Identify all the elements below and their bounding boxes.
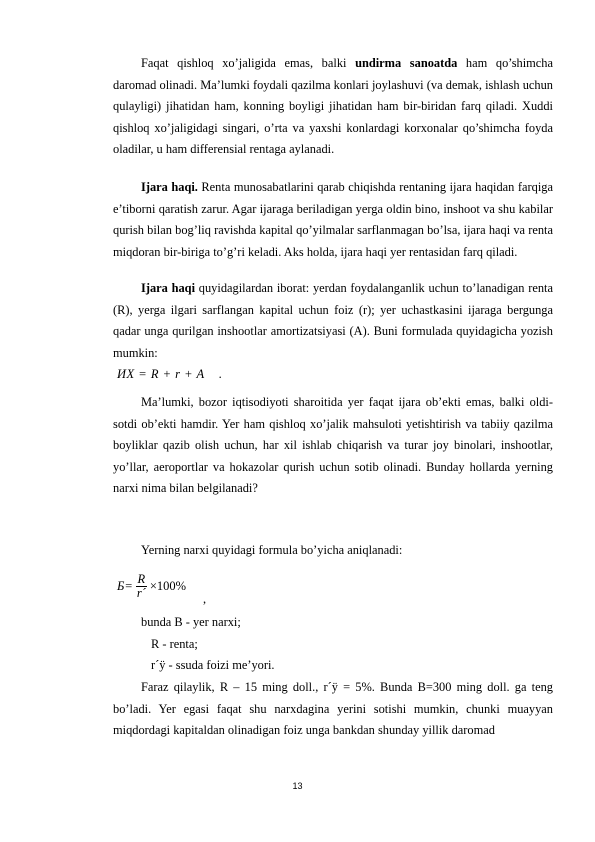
formula-yer-narxi-denominator: r´ [136, 585, 146, 600]
p3-text: quyidagilardan iborat: yerdan foydalanganlik uchun to’lanadigan renta (R), yerga ilgari sarflangan kapital uchun foiz (r); yer uchastkasini ijaraga bergunga qadar unga qurilgan inshootlar amortizatsiyasi (A). Buni formulada quyidagicha yozish mumkin: [113, 281, 554, 360]
formula-yer-narxi-lhs: Б= [117, 578, 133, 593]
p1-text-start: Faqat qishloq xo’jaligida emas, balki [141, 56, 356, 70]
formula-ijara-haqi-expression: ИХ = R + r + A [117, 367, 205, 381]
paragraph-yer-narxi-formula-intro [113, 540, 553, 562]
formula-yer-narxi-comma: , [203, 592, 207, 606]
definition-b: bunda B - yer narxi; [141, 615, 241, 629]
p3-bold-term: Ijara haqi [141, 281, 196, 295]
paragraph-faraz-qilaylik [113, 677, 553, 742]
p1-text-end: ham qo’shimcha daromad olinadi. Ma’lumki foydali qazilma konlari joylashuvi (va demak, ishlash uchun qulayligi) jihatidan ham, konning boyligi jihatidan ham bir-biridan farq qiladi. Xuddi qishloq xo’jaligidagi singari, o’rta va yaxshi konlardagi korxonalar qo’shimcha foyda oladilar, u ham differensial rentaga aylanadi. [113, 56, 554, 157]
formula-yer-narxi-fraction [135, 573, 148, 600]
formula-yer-narxi-rhs: ×100% [149, 578, 187, 593]
definitions-list [113, 612, 553, 677]
page-number: 13 [292, 781, 303, 791]
formula-ijara-haqi [117, 367, 222, 382]
p5-text: Yerning narxi quyidagi formula bo’yicha aniqlanadi: [141, 543, 403, 557]
p2-text: Renta munosabatlarini qarab chiqishda rentaning ijara haqidan farqiga e’tiborni qaratish zarur. Agar ijaraga beriladigan yerga oldin bino, inshoot va shu kabilar qurish bilan bog’liq ravishda kapital qo’yilmalar sarflanmagan bo’lsa, ijara haqi va renta miqdoran bir-biriga to’g’ri keladi. Aks holda, ijara haqi yer rentasidan farq qiladi. [113, 180, 553, 259]
paragraph-ijara-haqi-components [113, 278, 553, 364]
definition-rate: r´ÿ - ssuda foizi me’yori. [151, 658, 275, 673]
formula-ijara-haqi-dot: . [218, 367, 223, 381]
paragraph-undirma-sanoat [113, 53, 553, 161]
definition-r: R - renta; [151, 636, 198, 651]
p1-bold-term: undirma sanoatda [355, 56, 458, 70]
paragraph-ijara-haqi-definition [113, 177, 553, 263]
p6-text: Faraz qilaylik, R – 15 ming doll., r´ÿ = 5%. Bunda B=300 ming doll. ga teng bo’ladi. Yer egasi faqat shu narxdagina yerini sotishi mumkin, chunki muayyan miqdordagi kapitaldan olinadigan foiz unga bankdan shunday yillik daromad [113, 680, 553, 738]
p4-text: Ma’lumki, bozor iqtisodiyoti sharoitida yer faqat ijara ob’ekti emas, balki oldi-sotdi ob’ekti hamdir. Yer ham qishloq xo’jalik mahsuloti yetishtirish va tabiiy qazilma boyliklar qazib olish uchun, har xil ishlab chiqarish va turar joy binolari, inshootlar, yo’llar, aeroportlar va hokazolar qurish uchun sotib olinadi. Bunday hollarda yerning narxi nima bilan belgilanadi? [113, 395, 553, 496]
formula-yer-narxi-numerator: R [137, 571, 146, 586]
formula-yer-narxi [117, 568, 207, 606]
p2-bold-term: Ijara haqi. [141, 180, 198, 194]
paragraph-yer-oldi-sotdi [113, 392, 553, 500]
